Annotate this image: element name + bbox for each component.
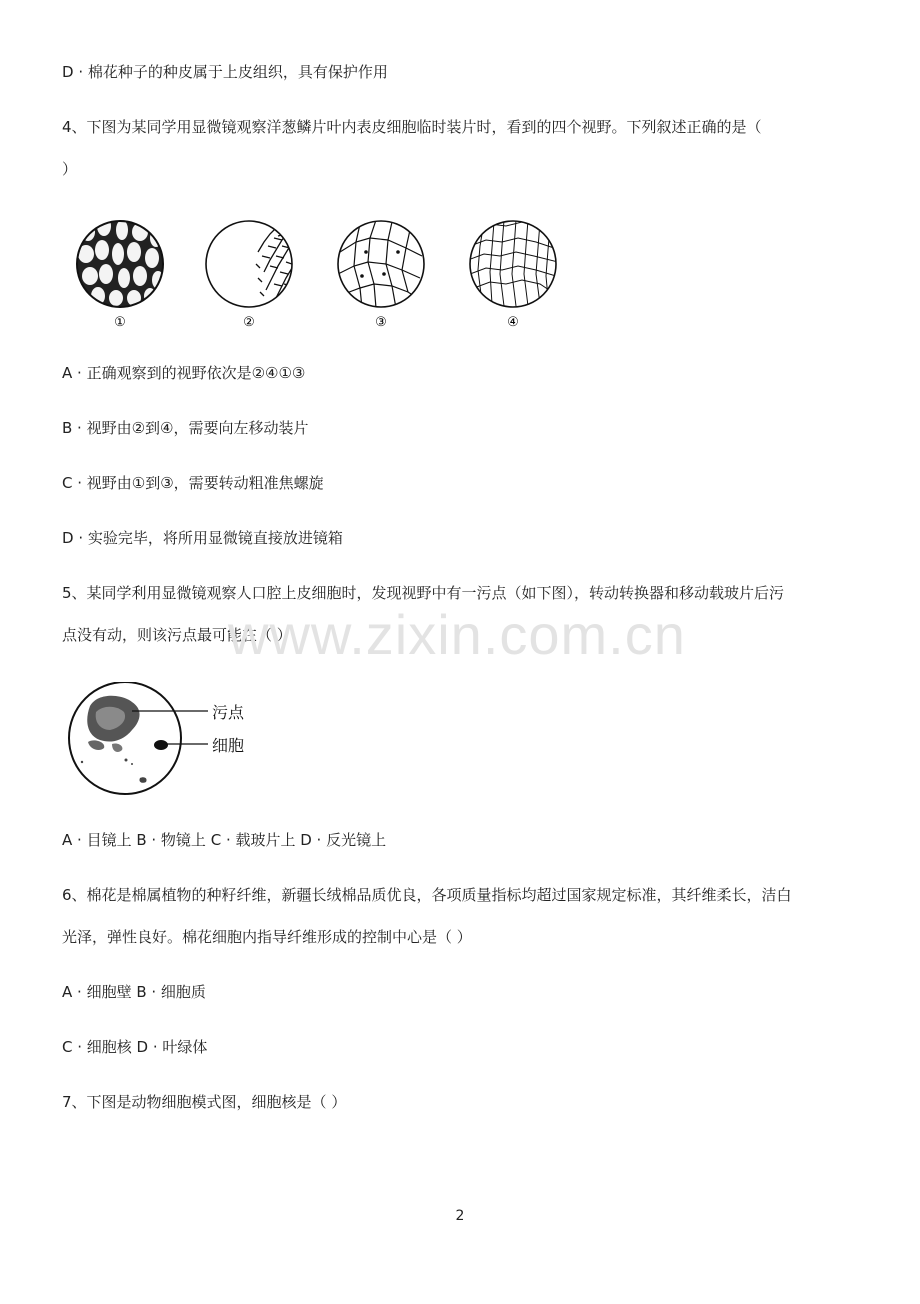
view-2-caption: ②	[243, 315, 255, 330]
page-number: 2	[455, 1208, 465, 1224]
q6-options-line-1: A · 细胞壁 B · 细胞质	[62, 983, 206, 1001]
watermark: www.zixin.com.cn	[228, 603, 686, 666]
q5-stem-line-1: 5、某同学利用显微镜观察人口腔上皮细胞时，发现视野中有一污点（如下图），转动转换器和移动载玻片后污	[62, 584, 785, 602]
view-1-caption: ①	[114, 315, 126, 330]
q5-stem-line-2: 点没有动，则该污点最可能在（ ）	[62, 626, 292, 644]
q7-stem: 7、下图是动物细胞模式图，细胞核是（ ）	[62, 1093, 347, 1111]
cell-label: 细胞	[212, 736, 245, 755]
view-4-caption: ④	[507, 315, 519, 330]
spot-label: 污点	[212, 703, 245, 722]
q5-options: A · 目镜上 B · 物镜上 C · 载玻片上 D · 反光镜上	[62, 831, 387, 849]
q5-field-with-spot-figure	[62, 682, 262, 800]
view-2-offset	[256, 222, 292, 302]
q6-options-line-2: C · 细胞核 D · 叶绿体	[62, 1038, 208, 1056]
q4-microscope-views-figure	[70, 212, 580, 338]
q4-option-a: A · 正确观察到的视野依次是②④①③	[62, 364, 306, 382]
q4-option-b: B · 视野由②到④，需要向左移动装片	[62, 419, 309, 437]
q6-stem-line-2: 光泽，弹性良好。棉花细胞内指导纤维形成的控制中心是（ ）	[62, 928, 472, 946]
q3-option-d: D · 棉花种子的种皮属于上皮组织，具有保护作用	[62, 63, 388, 81]
q4-stem-line-1: 4、下图为某同学用显微镜观察洋葱鳞片叶内表皮细胞临时装片时，看到的四个视野。下列叙述正确的是（	[62, 118, 762, 136]
cell-shape	[154, 740, 168, 750]
q4-option-d: D · 实验完毕，将所用显微镜直接放进镜箱	[62, 529, 343, 547]
view-3-caption: ③	[375, 315, 387, 330]
q4-stem-line-2: ）	[62, 160, 78, 178]
q6-stem-line-1: 6、棉花是棉属植物的种籽纤维，新疆长绒棉品质优良，各项质量指标均超过国家规定标准，其纤维柔长，洁白	[62, 886, 792, 904]
q4-option-c: C · 视野由①到③，需要转动粗准焦螺旋	[62, 474, 324, 492]
